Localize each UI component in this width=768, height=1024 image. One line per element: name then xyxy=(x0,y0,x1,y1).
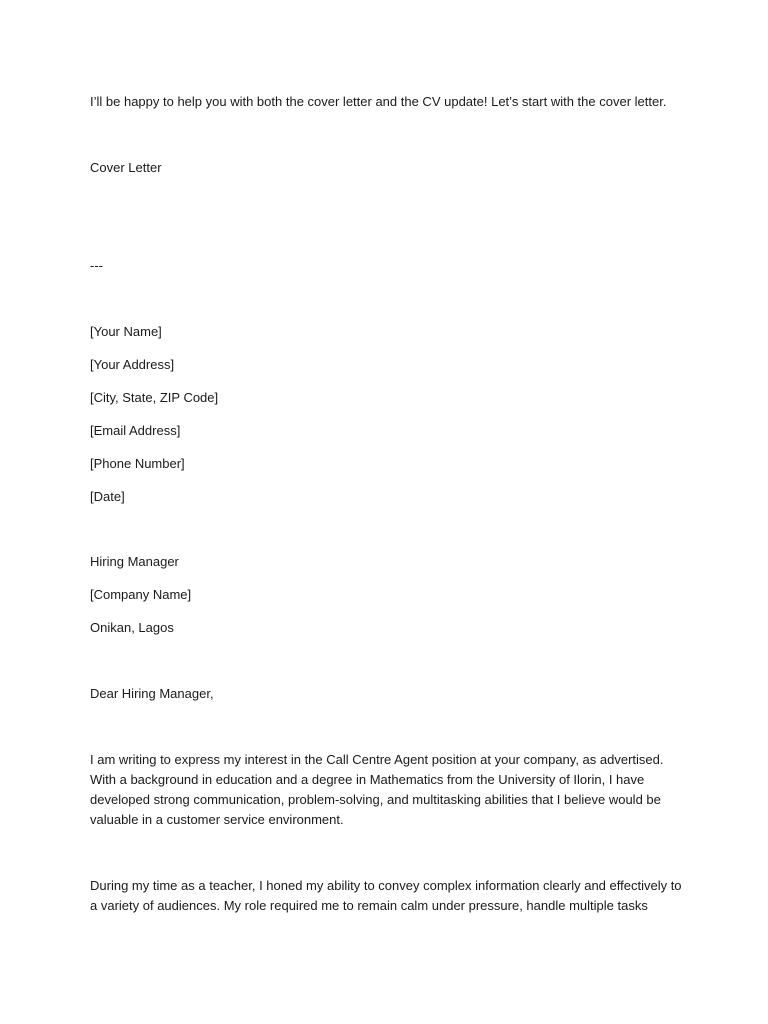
letter-date: [Date] xyxy=(90,489,125,504)
recipient-company: [Company Name] xyxy=(90,587,192,602)
sender-city-state-zip: [City, State, ZIP Code] xyxy=(90,390,219,405)
paragraph-line: With a background in education and a degree in Mathematics from the University of Ilorin, I have xyxy=(90,772,645,787)
paragraph-line: valuable in a customer service environment. xyxy=(90,812,344,827)
body-paragraph-2 xyxy=(90,876,682,916)
recipient-title: Hiring Manager xyxy=(90,554,179,569)
separator-line: --- xyxy=(90,258,103,273)
sender-name: [Your Name] xyxy=(90,324,162,339)
paragraph-line: a variety of audiences. My role required me to remain calm under pressure, handle multiple tasks xyxy=(90,898,648,913)
paragraph-line: developed strong communication, problem-solving, and multitasking abilities that I believe would be xyxy=(90,792,661,807)
intro-text: I’ll be happy to help you with both the cover letter and the CV update! Let’s start with the cover letter. xyxy=(90,94,667,109)
sender-email: [Email Address] xyxy=(90,423,181,438)
salutation: Dear Hiring Manager, xyxy=(90,686,214,701)
paragraph-line: I am writing to express my interest in the Call Centre Agent position at your company, as advertised. xyxy=(90,752,664,767)
document-page xyxy=(90,0,690,1024)
paragraph-line: During my time as a teacher, I honed my ability to convey complex information clearly and effectively to xyxy=(90,878,682,893)
sender-phone: [Phone Number] xyxy=(90,456,185,471)
document-heading: Cover Letter xyxy=(90,160,162,175)
recipient-location: Onikan, Lagos xyxy=(90,620,174,635)
body-paragraph-1 xyxy=(90,750,682,830)
sender-address: [Your Address] xyxy=(90,357,175,372)
